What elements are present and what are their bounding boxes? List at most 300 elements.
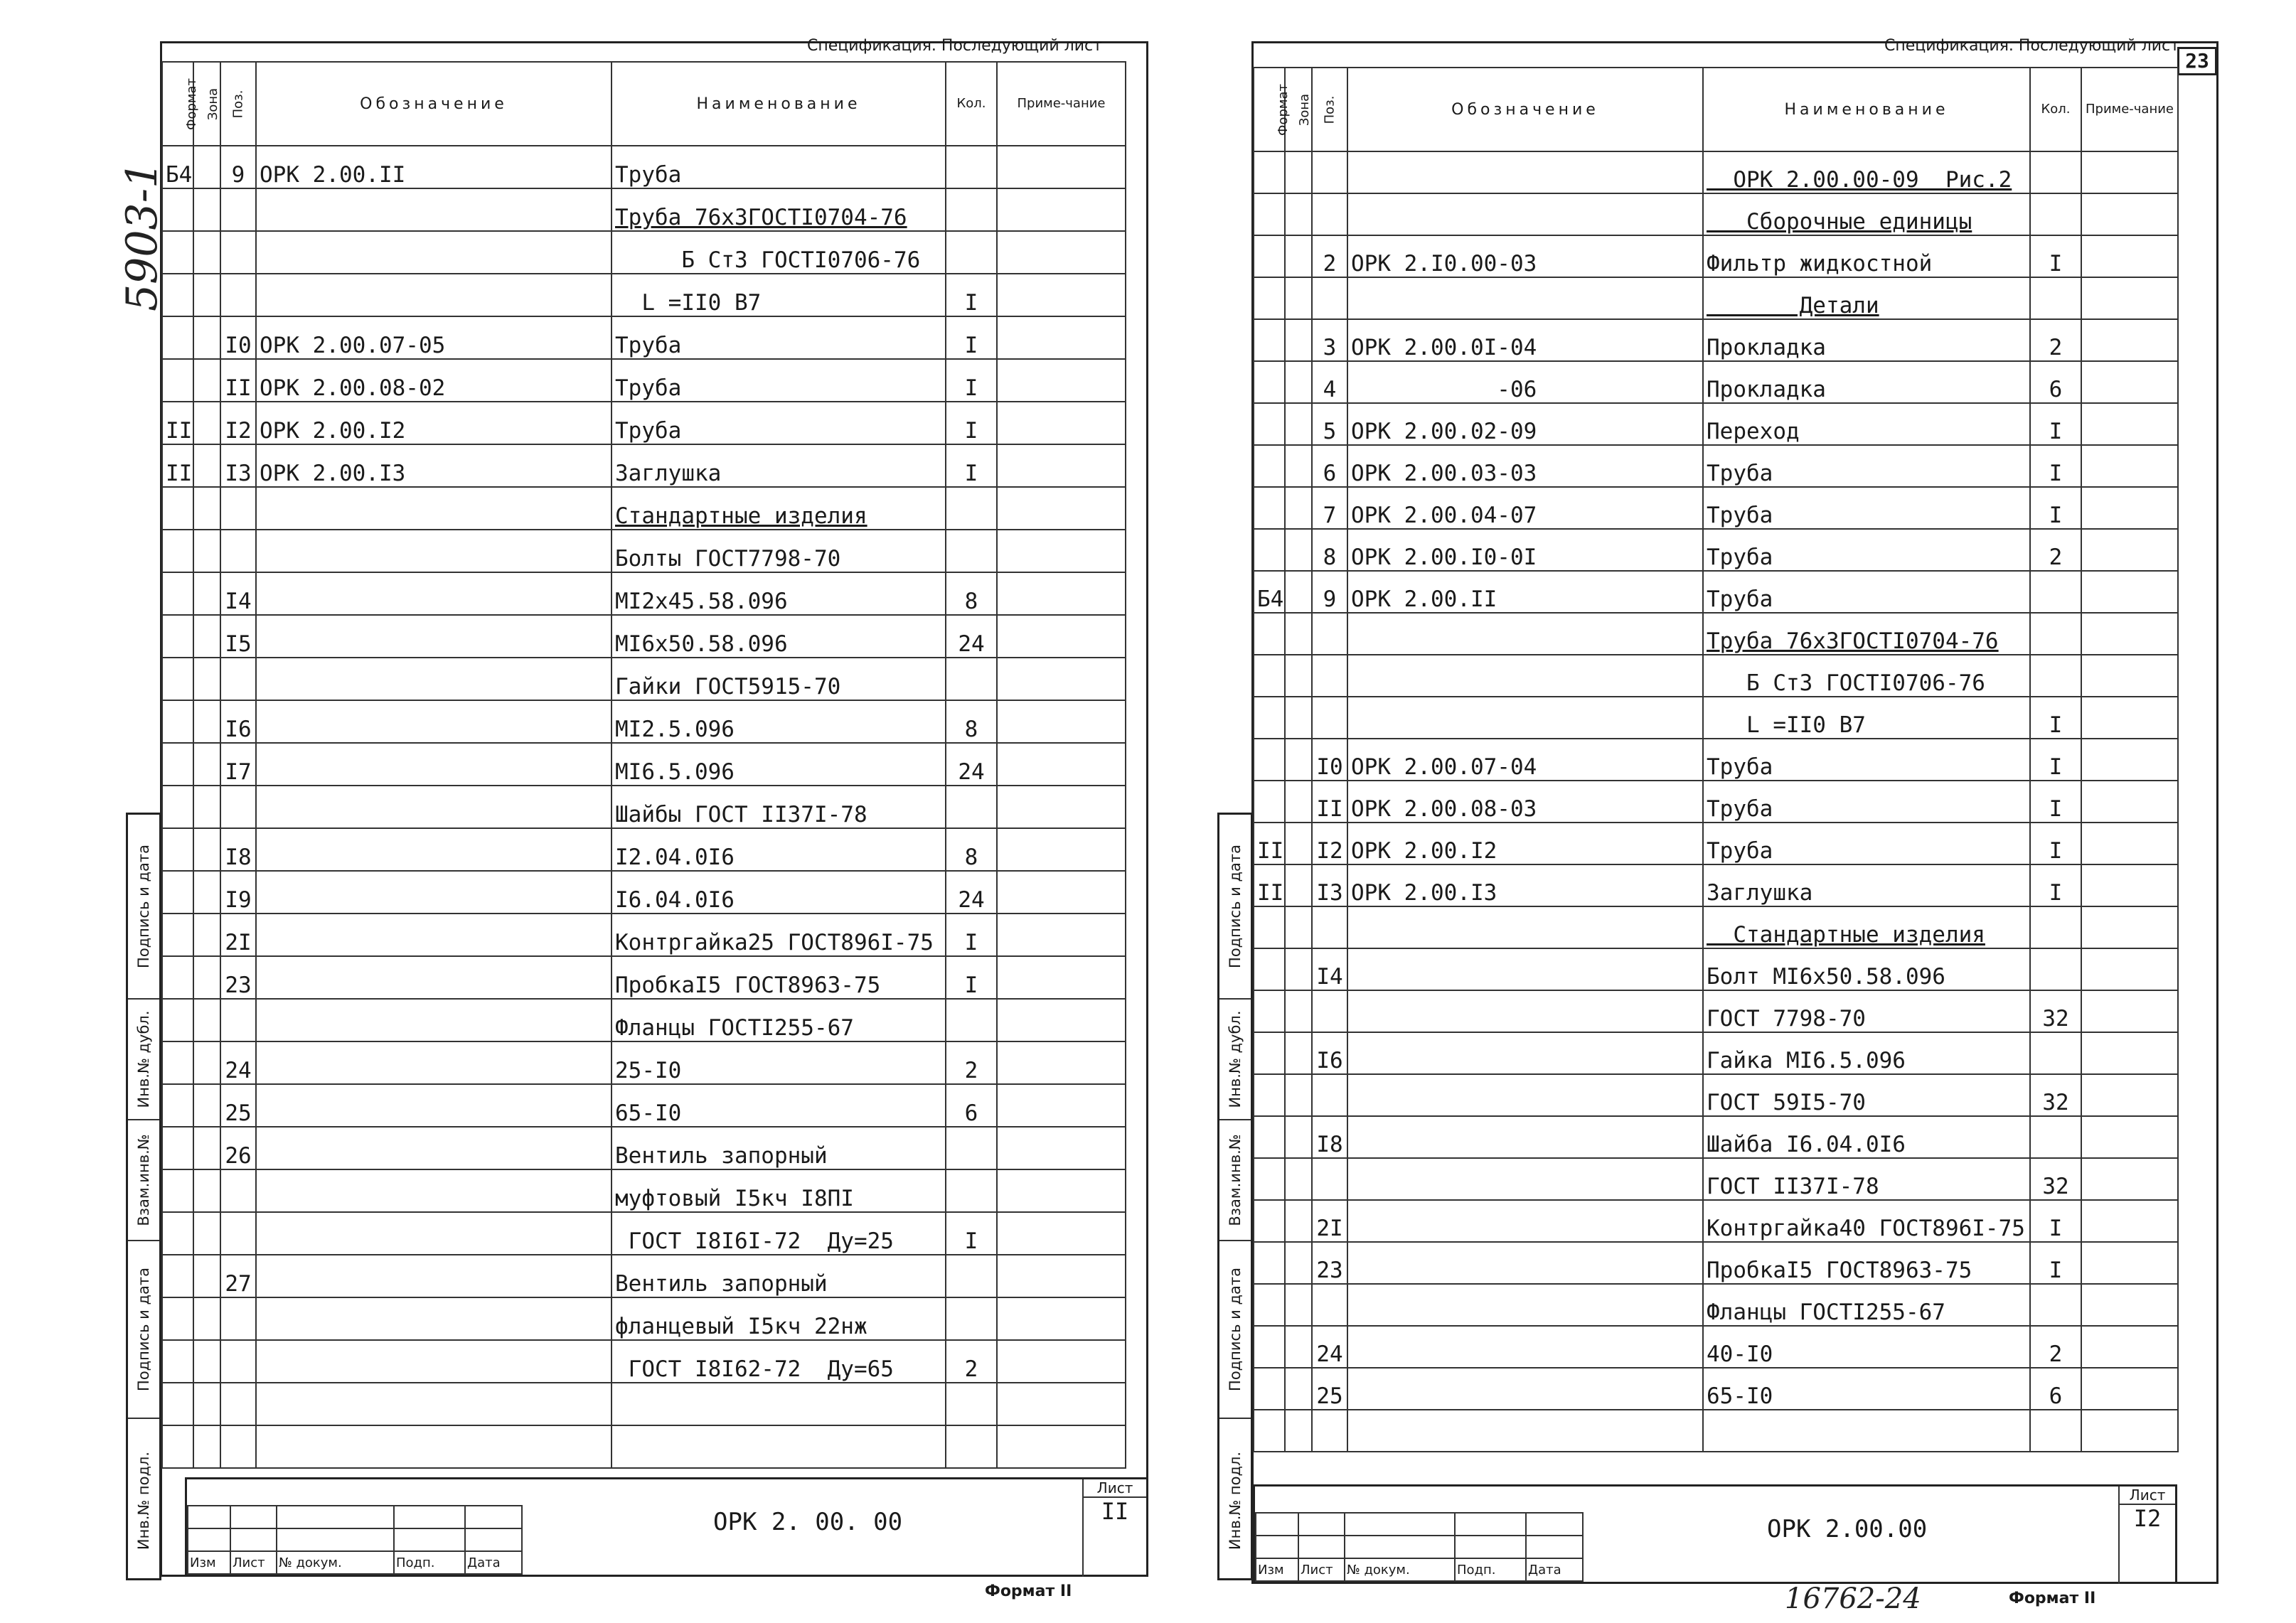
table-row	[162, 1425, 1126, 1468]
cell-qty	[946, 146, 997, 188]
cell-note	[997, 871, 1126, 914]
cell-designation: ОРК 2.00.07-04	[1347, 739, 1703, 781]
table-row	[162, 1297, 1126, 1340]
cell-note	[997, 615, 1126, 658]
cell-pos: I6	[220, 700, 256, 743]
cell-note	[997, 700, 1126, 743]
cell-designation: ОРК 2.00.I3	[256, 444, 612, 487]
cell-name: Труба	[1703, 529, 2030, 571]
cell-name: Болты ГОСТ7798-70	[612, 530, 946, 572]
cell-zone	[1285, 990, 1312, 1032]
cell-zone	[193, 1340, 220, 1383]
cell-name	[612, 188, 946, 231]
cell-pos: 25	[220, 1084, 256, 1127]
cell-qty: 6	[2030, 361, 2081, 403]
col-name: Наименование	[1703, 68, 2030, 151]
cell-qty	[946, 786, 997, 828]
cell-note	[2081, 445, 2178, 487]
col-note: Приме-чание	[2081, 68, 2178, 151]
table-row	[1254, 1284, 2178, 1326]
cell-note	[997, 743, 1126, 786]
table-row	[1254, 864, 2178, 906]
cell-zone	[193, 1212, 220, 1255]
table-row	[1254, 906, 2178, 948]
cell-designation: ОРК 2.00.02-09	[1347, 403, 1703, 445]
cell-note	[997, 316, 1126, 359]
table-row	[1254, 1410, 2178, 1452]
cell-format	[1254, 361, 1285, 403]
cell-qty: 2	[2030, 319, 2081, 361]
cell-designation	[1347, 990, 1703, 1032]
cell-format	[1254, 1158, 1285, 1200]
cell-qty: I	[946, 274, 997, 316]
cell-designation	[256, 871, 612, 914]
cell-pos: I2	[1312, 823, 1347, 864]
table-row	[1254, 235, 2178, 277]
cell-note	[997, 444, 1126, 487]
cell-qty: I	[2030, 864, 2081, 906]
cell-qty: 32	[2030, 1074, 2081, 1116]
table-row	[162, 999, 1126, 1041]
cell-pos	[1312, 1074, 1347, 1116]
side-label: Инв.№ дубл.	[135, 1010, 152, 1108]
cell-format	[162, 487, 193, 530]
cell-zone	[1285, 948, 1312, 990]
cell-pos	[1312, 277, 1347, 319]
cell-pos: 2	[1312, 235, 1347, 277]
col-pos: Поз.	[1312, 68, 1347, 151]
left-sheet-box	[1082, 1479, 1146, 1577]
cell-qty: I	[946, 316, 997, 359]
cell-name	[612, 1383, 946, 1425]
cell-format	[1254, 319, 1285, 361]
cell-format	[162, 1041, 193, 1084]
cell-format	[162, 743, 193, 786]
cell-name	[1703, 613, 2030, 655]
cell-note	[997, 1255, 1126, 1297]
cell-pos: 23	[1312, 1242, 1347, 1284]
cell-zone	[1285, 487, 1312, 529]
cell-note	[2081, 1200, 2178, 1242]
underlined-heading: Стандартные изделия	[1707, 922, 1985, 948]
cell-note	[2081, 906, 2178, 948]
cell-designation	[256, 1297, 612, 1340]
cell-pos: 9	[220, 146, 256, 188]
cell-note	[997, 359, 1126, 402]
cell-format	[1254, 193, 1285, 235]
cell-pos	[220, 1425, 256, 1468]
cell-pos: 24	[220, 1041, 256, 1084]
cell-zone	[193, 828, 220, 871]
cell-pos: I0	[1312, 739, 1347, 781]
cell-designation	[256, 1169, 612, 1212]
table-row	[162, 188, 1126, 231]
cell-qty: I	[2030, 1242, 2081, 1284]
cell-format	[1254, 151, 1285, 193]
table-row	[162, 956, 1126, 999]
cell-name: ГОСТ I8I6I-72 Ду=25	[612, 1212, 946, 1255]
table-row	[162, 530, 1126, 572]
cell-name: ГОСТ 7798-70	[1703, 990, 2030, 1032]
cell-format	[1254, 1410, 1285, 1452]
cell-zone	[1285, 1200, 1312, 1242]
cell-zone	[1285, 403, 1312, 445]
cell-name: МI2х45.58.096	[612, 572, 946, 615]
cell-qty	[946, 658, 997, 700]
cell-name: I2.04.0I6	[612, 828, 946, 871]
cell-format	[1254, 655, 1285, 697]
cell-zone	[1285, 655, 1312, 697]
side-label: Подпись и дата	[1227, 845, 1244, 968]
cell-qty: 2	[946, 1041, 997, 1084]
table-row	[162, 786, 1126, 828]
cell-name: Контргайка40 ГОСТ896I-75	[1703, 1200, 2030, 1242]
cell-format: II	[162, 444, 193, 487]
cell-qty	[2030, 655, 2081, 697]
cell-format	[162, 1340, 193, 1383]
cell-zone	[193, 487, 220, 530]
table-row	[162, 1169, 1126, 1212]
table-row	[1254, 1032, 2178, 1074]
cell-note	[997, 530, 1126, 572]
cell-designation	[1347, 1284, 1703, 1326]
cell-name: Труба	[1703, 823, 2030, 864]
cell-designation	[1347, 906, 1703, 948]
cell-name: Труба	[1703, 487, 2030, 529]
table-row	[162, 572, 1126, 615]
cell-note	[2081, 990, 2178, 1032]
col-pos: Поз.	[220, 62, 256, 146]
left-doc-number: ОРК 2. 00. 00	[713, 1508, 903, 1536]
cell-name: Труба	[1703, 445, 2030, 487]
cell-name: Гайки ГОСТ5915-70	[612, 658, 946, 700]
cell-name: Фильтр жидкостной	[1703, 235, 2030, 277]
cell-qty	[946, 1383, 997, 1425]
cell-pos	[220, 786, 256, 828]
cell-format	[1254, 235, 1285, 277]
cell-designation	[256, 615, 612, 658]
left-format-label: Формат II	[985, 1582, 1072, 1600]
table-row	[162, 828, 1126, 871]
cell-name	[1703, 277, 2030, 319]
col-zone: Зона	[1285, 68, 1312, 151]
col-qty: Кол.	[946, 62, 997, 146]
cell-note	[2081, 1410, 2178, 1452]
table-row	[1254, 1116, 2178, 1158]
cell-pos	[220, 1340, 256, 1383]
cell-zone	[193, 188, 220, 231]
cell-name	[1703, 906, 2030, 948]
cell-pos: I3	[1312, 864, 1347, 906]
cell-qty: I	[946, 1212, 997, 1255]
cell-designation	[256, 274, 612, 316]
cell-zone	[1285, 864, 1312, 906]
cell-zone	[193, 1169, 220, 1212]
cell-pos: 2I	[1312, 1200, 1347, 1242]
cell-name: 65-I0	[1703, 1368, 2030, 1410]
tb-label: Лист	[230, 1551, 277, 1574]
cell-pos	[1312, 697, 1347, 739]
cell-pos	[1312, 151, 1347, 193]
cell-qty	[946, 1425, 997, 1468]
cell-zone	[1285, 1368, 1312, 1410]
cell-pos: 9	[1312, 571, 1347, 613]
cell-qty	[2030, 1116, 2081, 1158]
cell-note	[2081, 487, 2178, 529]
cell-format	[162, 1169, 193, 1212]
cell-note	[997, 1127, 1126, 1169]
cell-name	[612, 487, 946, 530]
cell-designation: ОРК 2.00.07-05	[256, 316, 612, 359]
cell-name: Б Ст3 ГОСТI0706-76	[612, 231, 946, 274]
cell-name: ПробкаI5 ГОСТ8963-75	[612, 956, 946, 999]
cell-pos: 5	[1312, 403, 1347, 445]
cell-format	[1254, 906, 1285, 948]
cell-qty: 8	[946, 572, 997, 615]
table-row	[1254, 948, 2178, 990]
cell-name: Б Ст3 ГОСТI0706-76	[1703, 655, 2030, 697]
cell-format	[1254, 1032, 1285, 1074]
cell-designation	[256, 914, 612, 956]
cell-note	[2081, 697, 2178, 739]
col-zone: Зона	[193, 62, 220, 146]
cell-note	[997, 914, 1126, 956]
cell-name: ГОСТ 59I5-70	[1703, 1074, 2030, 1116]
cell-qty: I	[946, 402, 997, 444]
cell-qty	[946, 231, 997, 274]
cell-pos: 2I	[220, 914, 256, 956]
cell-format	[1254, 529, 1285, 571]
cell-note	[2081, 864, 2178, 906]
cell-designation	[256, 999, 612, 1041]
cell-pos	[1312, 1284, 1347, 1326]
cell-qty: I	[2030, 739, 2081, 781]
cell-name: Труба	[1703, 781, 2030, 823]
cell-pos: 24	[1312, 1326, 1347, 1368]
cell-designation	[256, 658, 612, 700]
table-row	[162, 658, 1126, 700]
cell-note	[997, 999, 1126, 1041]
table-row	[162, 615, 1126, 658]
sheet-label: Лист	[1084, 1479, 1146, 1498]
cell-designation	[1347, 1116, 1703, 1158]
cell-name: Болт МI6х50.58.096	[1703, 948, 2030, 990]
cell-note	[2081, 403, 2178, 445]
table-row	[1254, 445, 2178, 487]
cell-qty	[946, 999, 997, 1041]
cell-qty: I	[946, 956, 997, 999]
cell-qty: 32	[2030, 990, 2081, 1032]
cell-name: I6.04.0I6	[612, 871, 946, 914]
underlined-heading: ОРК 2.00.00-09 Рис.2	[1707, 167, 2012, 193]
cell-format: Б4	[162, 146, 193, 188]
cell-format	[162, 828, 193, 871]
cell-note	[997, 1297, 1126, 1340]
table-row	[1254, 1242, 2178, 1284]
table-row	[162, 359, 1126, 402]
cell-designation	[1347, 1074, 1703, 1116]
cell-pos	[220, 530, 256, 572]
col-designation: Обозначение	[256, 62, 612, 146]
cell-format	[162, 914, 193, 956]
cell-format	[162, 1383, 193, 1425]
table-row	[1254, 319, 2178, 361]
cell-qty: I	[2030, 487, 2081, 529]
cell-zone	[1285, 697, 1312, 739]
handwritten-note: 16762-24	[1785, 1582, 1921, 1615]
table-row	[1254, 739, 2178, 781]
table-row	[162, 444, 1126, 487]
cell-name: Переход	[1703, 403, 2030, 445]
cell-zone	[1285, 1326, 1312, 1368]
cell-zone	[193, 274, 220, 316]
cell-zone	[193, 871, 220, 914]
cell-name: L =II0 В7	[612, 274, 946, 316]
cell-qty: I	[2030, 823, 2081, 864]
cell-format: II	[162, 402, 193, 444]
cell-name: 25-I0	[612, 1041, 946, 1084]
cell-name: 40-I0	[1703, 1326, 2030, 1368]
cell-note	[2081, 361, 2178, 403]
cell-pos: I3	[220, 444, 256, 487]
cell-format	[1254, 1368, 1285, 1410]
cell-designation	[1347, 613, 1703, 655]
cell-qty	[946, 530, 997, 572]
cell-name: Труба	[612, 146, 946, 188]
cell-name: Заглушка	[1703, 864, 2030, 906]
cell-zone	[193, 402, 220, 444]
cell-zone	[193, 1297, 220, 1340]
cell-qty: I	[946, 359, 997, 402]
table-row	[1254, 1158, 2178, 1200]
cell-pos: 23	[220, 956, 256, 999]
left-sheet	[89, 37, 1148, 1600]
cell-format	[1254, 697, 1285, 739]
cell-qty	[2030, 277, 2081, 319]
table-row	[162, 231, 1126, 274]
cell-designation	[1347, 1410, 1703, 1452]
cell-format	[162, 188, 193, 231]
cell-designation: ОРК 2.00.0I-04	[1347, 319, 1703, 361]
cell-designation	[1347, 277, 1703, 319]
cell-designation	[256, 1383, 612, 1425]
cell-note	[2081, 1158, 2178, 1200]
cell-pos: 27	[220, 1255, 256, 1297]
cell-designation	[256, 786, 612, 828]
cell-qty	[946, 1169, 997, 1212]
cell-pos: I8	[220, 828, 256, 871]
side-label: Подпись и дата	[1227, 1268, 1244, 1391]
cell-zone	[193, 1127, 220, 1169]
cell-designation: ОРК 2.00.II	[256, 146, 612, 188]
cell-name	[612, 1425, 946, 1468]
cell-note	[997, 1383, 1126, 1425]
cell-pos: 8	[1312, 529, 1347, 571]
cell-note	[997, 1169, 1126, 1212]
cell-format	[1254, 1284, 1285, 1326]
cell-note	[997, 1212, 1126, 1255]
right-corner-number: 23	[2177, 47, 2217, 75]
cell-format	[162, 572, 193, 615]
tb-label: Изм	[188, 1551, 230, 1574]
cell-qty	[946, 1127, 997, 1169]
table-row	[162, 743, 1126, 786]
cell-zone	[1285, 529, 1312, 571]
cell-designation	[1347, 1242, 1703, 1284]
cell-format	[162, 530, 193, 572]
cell-zone	[193, 999, 220, 1041]
cell-format	[162, 231, 193, 274]
cell-name: Труба	[612, 359, 946, 402]
cell-zone	[193, 530, 220, 572]
tb-label: Дата	[465, 1551, 522, 1574]
cell-name: ПробкаI5 ГОСТ8963-75	[1703, 1242, 2030, 1284]
cell-qty: 24	[946, 743, 997, 786]
cell-designation	[256, 956, 612, 999]
cell-pos	[1312, 1410, 1347, 1452]
cell-zone	[1285, 1158, 1312, 1200]
cell-pos: I9	[220, 871, 256, 914]
cell-name: ГОСТ II37I-78	[1703, 1158, 2030, 1200]
underlined-heading: Труба 76х3ГОСТI0704-76	[1707, 628, 1999, 654]
tb-label: Дата	[1526, 1558, 1583, 1581]
cell-note	[2081, 319, 2178, 361]
cell-format	[162, 359, 193, 402]
cell-zone	[1285, 781, 1312, 823]
cell-format	[1254, 948, 1285, 990]
cell-pos: 6	[1312, 445, 1347, 487]
col-designation: Обозначение	[1347, 68, 1703, 151]
table-row	[162, 1041, 1126, 1084]
cell-pos	[220, 999, 256, 1041]
table-row	[162, 914, 1126, 956]
cell-zone	[1285, 277, 1312, 319]
cell-format	[162, 1425, 193, 1468]
cell-designation	[256, 743, 612, 786]
cell-zone	[1285, 613, 1312, 655]
cell-note	[2081, 1284, 2178, 1326]
cell-zone	[193, 231, 220, 274]
cell-name: Труба	[1703, 571, 2030, 613]
cell-qty: I	[2030, 403, 2081, 445]
cell-zone	[1285, 571, 1312, 613]
table-row	[1254, 529, 2178, 571]
table-row	[162, 1383, 1126, 1425]
cell-note	[997, 1340, 1126, 1383]
cell-format	[162, 615, 193, 658]
cell-pos: I0	[220, 316, 256, 359]
cell-designation: ОРК 2.00.03-03	[1347, 445, 1703, 487]
cell-designation: ОРК 2.00.08-03	[1347, 781, 1703, 823]
cell-designation	[256, 231, 612, 274]
table-row	[1254, 403, 2178, 445]
cell-format	[1254, 277, 1285, 319]
right-doc-number: ОРК 2.00.00	[1767, 1515, 1928, 1543]
cell-pos	[220, 1383, 256, 1425]
cell-qty: 2	[2030, 1326, 2081, 1368]
cell-note	[2081, 1116, 2178, 1158]
col-format: Формат	[1254, 68, 1285, 151]
cell-zone	[193, 1084, 220, 1127]
cell-format	[1254, 403, 1285, 445]
cell-designation	[1347, 193, 1703, 235]
table-row	[1254, 781, 2178, 823]
cell-name: Труба	[612, 402, 946, 444]
cell-format	[1254, 487, 1285, 529]
cell-format	[1254, 445, 1285, 487]
right-format-label: Формат II	[2009, 1590, 2096, 1607]
cell-zone	[193, 444, 220, 487]
